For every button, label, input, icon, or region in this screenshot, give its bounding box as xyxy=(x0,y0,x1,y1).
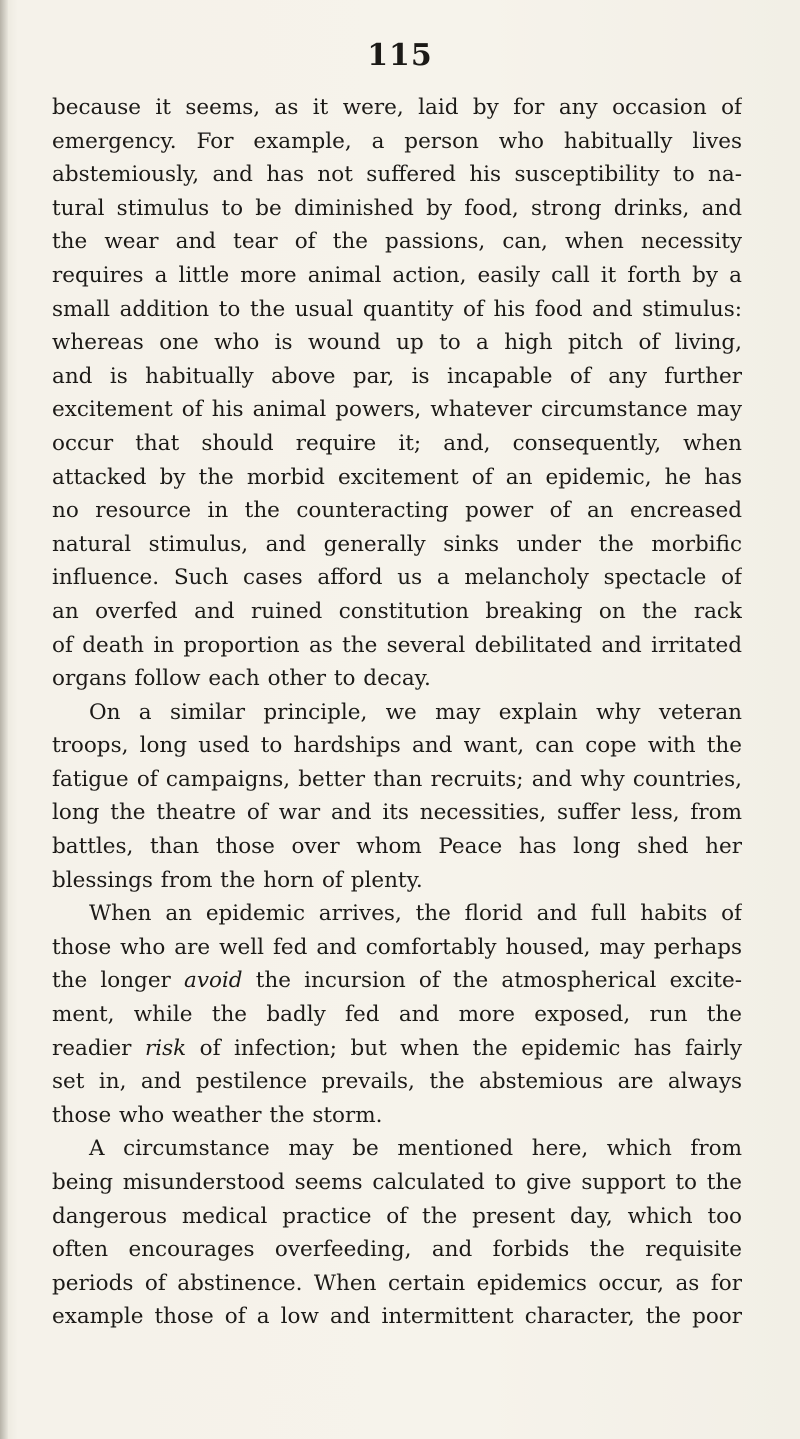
text-line: blessings from the horn of plenty. xyxy=(52,867,423,893)
text-line: of death in proportion as the several debilitated and irritated xyxy=(52,632,742,658)
text-line: long the theatre of war and its necessities, suffer less, from xyxy=(52,800,742,826)
text-line: often encourages overfeeding, and forbids the requisite xyxy=(52,1237,742,1263)
paragraph xyxy=(52,897,742,1132)
text-line: an overfed and ruined constitution breaking on the rack xyxy=(52,598,742,624)
text-line: those who weather the storm. xyxy=(52,1102,383,1128)
text-line: emergency. For example, a person who habitually lives xyxy=(52,128,742,154)
paragraph xyxy=(52,696,742,898)
text-line: fatigue of campaigns, better than recruits; and why countries, xyxy=(52,766,742,792)
text-line: A circumstance may be mentioned here, which from xyxy=(89,1136,742,1162)
text-line: readier risk of infection; but when the epidemic has fairly xyxy=(52,1035,742,1061)
text-line: small addition to the usual quantity of his food and stimulus: xyxy=(52,296,742,322)
text-line: example those of a low and intermittent character, the poor xyxy=(52,1304,742,1330)
text-line: periods of abstinence. When certain epidemics occur, as for xyxy=(52,1270,742,1296)
text-line: battles, than those over whom Peace has long shed her xyxy=(52,834,742,860)
text-line: requires a little more animal action, easily call it forth by a xyxy=(52,262,742,288)
text-line: natural stimulus, and generally sinks under the morbific xyxy=(52,531,742,557)
text-line: excitement of his animal powers, whatever circumstance may xyxy=(52,397,742,423)
text-line: because it seems, as it were, laid by for any occasion of xyxy=(52,95,742,120)
text-line: set in, and pestilence prevails, the abstemious are always xyxy=(52,1069,742,1095)
text-line: those who are well fed and comfortably housed, may perhaps xyxy=(52,934,742,960)
body-text xyxy=(52,91,742,1334)
text-line: troops, long used to hardships and want, can cope with the xyxy=(52,733,742,759)
text-line: the wear and tear of the passions, can, when necessity xyxy=(52,229,742,255)
paragraph xyxy=(52,1132,742,1334)
text-line: ment, while the badly fed and more exposed, run the xyxy=(52,1002,742,1028)
text-line: no resource in the counteracting power of an encreased xyxy=(52,498,742,524)
text-line: organs follow each other to decay. xyxy=(52,666,431,692)
italic-word: risk xyxy=(144,1035,187,1061)
text-line: abstemiously, and has not suffered his susceptibility to na- xyxy=(52,162,742,188)
text-line: influence. Such cases afford us a melancholy spectacle of xyxy=(52,565,742,591)
text-line: tural stimulus to be diminished by food, strong drinks, and xyxy=(52,195,742,221)
text-line: whereas one who is wound up to a high pitch of living, xyxy=(52,330,742,356)
text-line: and is habitually above par, is incapable of any further xyxy=(52,363,742,389)
text-line: On a similar principle, we may explain why veteran xyxy=(89,699,742,725)
text-line: attacked by the morbid excitement of an epidemic, he has xyxy=(52,464,742,490)
text-line: dangerous medical practice of the present day, which too xyxy=(52,1203,742,1229)
text-line: When an epidemic arrives, the florid and full habits of xyxy=(89,901,742,927)
text-line: being misunderstood seems calculated to give support to the xyxy=(52,1170,742,1195)
text-line: the longer avoid the incursion of the atmospherical excite- xyxy=(52,968,742,994)
italic-word: avoid xyxy=(184,968,243,994)
page-number: 115 xyxy=(367,38,433,73)
text-line: occur that should require it; and, consequently, when xyxy=(52,430,742,456)
paragraph xyxy=(52,91,742,696)
page-gutter-edge xyxy=(0,0,8,1439)
